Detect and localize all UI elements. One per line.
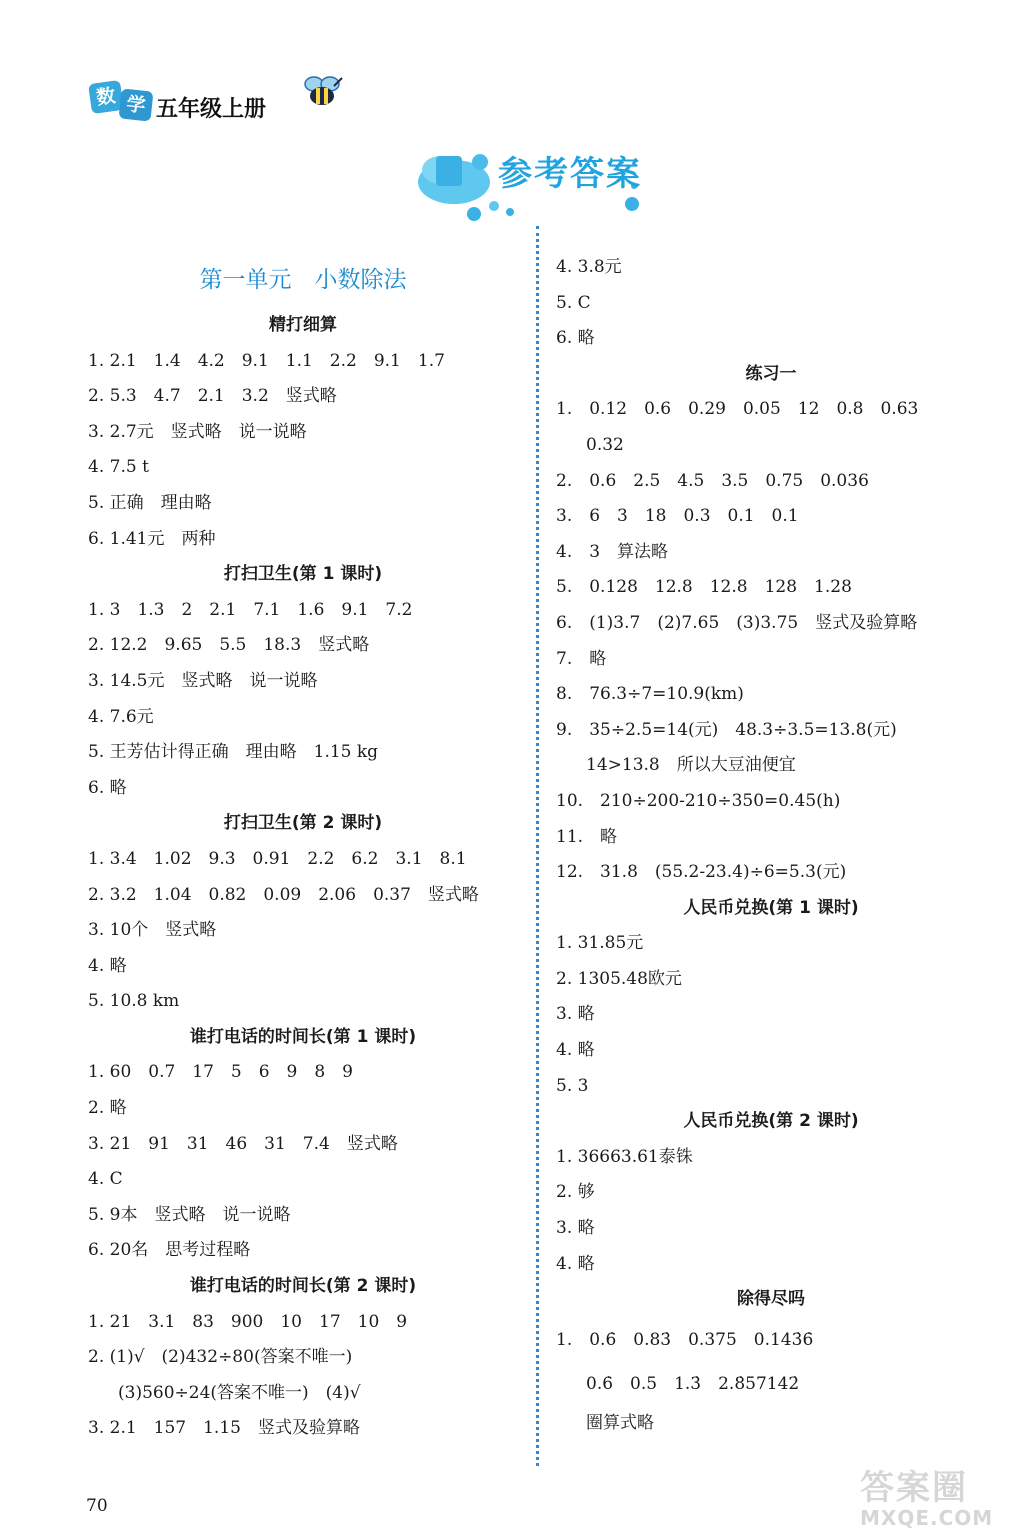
answer-line-continued: 0.32 (586, 434, 624, 455)
answer-line: 3. 21 91 31 46 31 7.4 竖式略 (88, 1133, 398, 1154)
answer-line: 1. 0.12 0.6 0.29 0.05 12 0.8 0.63 (556, 399, 919, 420)
answer-line: 5. 10.8 km (88, 991, 180, 1012)
answer-line: 3. 2.1 157 1.15 竖式及验算略 (88, 1418, 360, 1439)
subject-badge-2: 学 (119, 88, 154, 121)
answer-line: 2. (1)√ (2)432÷80(答案不唯一) (88, 1347, 353, 1368)
section-heading: 练习一 (745, 363, 797, 384)
section-heading: 打扫卫生(第 1 课时) (223, 564, 383, 585)
answer-line: 1. 31.85元 (556, 933, 644, 954)
left-column (88, 258, 518, 1447)
answer-line: 5. 3 (556, 1075, 589, 1096)
answer-line: 1. 36663.61泰铢 (556, 1146, 693, 1167)
answer-line: 5. 正确 理由略 (88, 492, 212, 513)
answer-line: 3. 2.7元 竖式略 说一说略 (88, 421, 307, 442)
watermark-text: 答案圈 (860, 1468, 968, 1508)
answer-line: 6. (1)3.7 (2)7.65 (3)3.75 竖式及验算略 (556, 612, 918, 633)
answer-line: 3. 略 (556, 1004, 595, 1025)
right-column (556, 250, 986, 1441)
answer-line-continued: 圈算式略 (586, 1412, 654, 1433)
answer-line: 10. 210÷200-210÷350=0.45(h) (556, 790, 841, 811)
column-divider (536, 226, 539, 1466)
subject-badge-1: 数 (88, 80, 124, 114)
answer-line: 1. 3.4 1.02 9.3 0.91 2.2 6.2 3.1 8.1 (88, 848, 467, 869)
page-title: 参考答案 (498, 154, 642, 194)
section-heading: 除得尽吗 (737, 1289, 805, 1310)
watermark-url: MXQE.COM (860, 1506, 994, 1530)
section-heading: 精打细算 (269, 315, 337, 335)
answer-line: 1. 21 3.1 83 900 10 17 10 9 (88, 1311, 408, 1332)
answer-line: 3. 略 (556, 1218, 595, 1239)
answer-line: 5. 9本 竖式略 说一说略 (88, 1204, 291, 1225)
section-heading: 人民币兑换(第 1 课时) (683, 897, 859, 918)
answer-line: 2. 0.6 2.5 4.5 3.5 0.75 0.036 (556, 470, 869, 491)
answer-line: 9. 35÷2.5=14(元) 48.3÷3.5=13.8(元) (556, 719, 897, 740)
answer-line: 5. C (556, 292, 591, 313)
answer-line: 6. 略 (556, 328, 595, 349)
answer-line: 6. 略 (88, 777, 127, 798)
answer-line: 8. 76.3÷7=10.9(km) (556, 684, 744, 705)
answer-line: 4. 略 (88, 955, 127, 976)
answer-line: 2. 5.3 4.7 2.1 3.2 竖式略 (88, 386, 337, 407)
answer-line: 4. 7.6元 (88, 706, 154, 727)
answer-line: 4. 3.8元 (556, 257, 622, 277)
answer-line: 11. 略 (556, 826, 618, 847)
answer-line: 4. 略 (556, 1253, 595, 1274)
answer-line: 5. 王芳估计得正确 理由略 1.15 kg (88, 742, 379, 763)
answer-line: 1. 0.6̇ 0.83̇ 0.375 0.143̇6̇ (556, 1329, 814, 1350)
answer-line: 4. 略 (556, 1040, 595, 1061)
answer-line: 1. 3 1.3 2 2.1 7.1 1.6 9.1 7.2 (88, 599, 413, 620)
page-number: 70 (86, 1496, 108, 1516)
answer-line: 4. 7.5 t (88, 457, 149, 478)
answer-line: 2. 3.2 1.04 0.82 0.09 2.06 0.37 竖式略 (88, 884, 479, 905)
unit-title: 第一单元 小数除法 (199, 267, 407, 293)
grade-label: 五年级上册 (156, 97, 267, 122)
answer-line: 6. 20名 思考过程略 (88, 1240, 251, 1261)
answer-line: 1. 2.1 1.4 4.2 9.1 1.1 2.2 9.1 1.7 (88, 350, 445, 371)
section-heading: 打扫卫生(第 2 课时) (223, 813, 383, 834)
section-heading: 谁打电话的时间长(第 2 课时) (189, 1276, 417, 1297)
watermark-logo (860, 1470, 1020, 1532)
answer-line: 3. 14.5元 竖式略 说一说略 (88, 670, 318, 691)
answer-line: 4. C (88, 1169, 123, 1190)
answer-line: 4. 3 算法略 (556, 541, 669, 562)
answer-line: 1. 60 0.7 17 5 6 9 8 9 (88, 1062, 354, 1083)
section-heading: 谁打电话的时间长(第 1 课时) (189, 1026, 417, 1047)
answer-line: 6. 1.41元 两种 (88, 528, 216, 549)
answer-line: 3. 10个 竖式略 (88, 920, 217, 941)
answer-line: 2. 略 (88, 1098, 127, 1119)
answer-line-continued: 14>13.8 所以大豆油便宜 (586, 755, 796, 776)
answer-line: 12. 31.8 (55.2-23.4)÷6=5.3(元) (556, 862, 847, 883)
answer-line: 2. 1305.48欧元 (556, 968, 682, 989)
bee-icon (300, 74, 346, 110)
section-heading: 人民币兑换(第 2 课时) (683, 1111, 859, 1132)
answer-line: 2. 够 (556, 1182, 595, 1203)
answer-line: 2. 12.2 9.65 5.5 18.3 竖式略 (88, 635, 370, 656)
answer-line-continued: 0.6̇ 0.5 1.3̇ 2.8̇57142̇ (586, 1373, 800, 1394)
answer-line-continued: (3)560÷24(答案不唯一) (4)√ (118, 1382, 361, 1403)
answer-line: 3. 6 3 18 0.3 0.1 0.1 (556, 506, 799, 527)
answer-line: 5. 0.128 12.8 12.8 128 1.28 (556, 577, 852, 598)
answer-line: 7. 略 (556, 648, 607, 669)
